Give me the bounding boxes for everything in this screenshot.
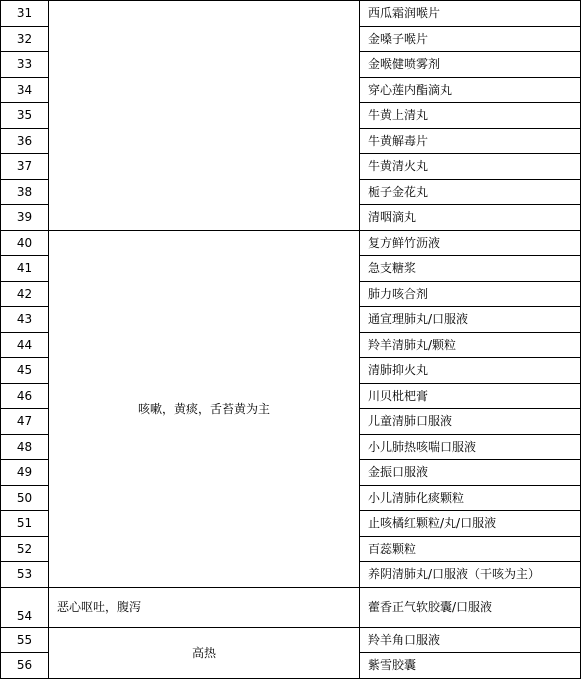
drug-name: 牛黄上清丸 xyxy=(360,103,581,129)
row-number: 49 xyxy=(1,460,49,486)
row-number: 38 xyxy=(1,179,49,205)
drug-name: 金振口服液 xyxy=(360,460,581,486)
row-number: 51 xyxy=(1,511,49,537)
drug-name: 止咳橘红颗粒/丸/口服液 xyxy=(360,511,581,537)
table-row xyxy=(1,627,581,653)
row-number: 40 xyxy=(1,230,49,256)
drug-name: 养阴清肺丸/口服液（干咳为主） xyxy=(360,562,581,588)
row-number: 50 xyxy=(1,485,49,511)
drug-name: 金喉健喷雾剂 xyxy=(360,52,581,78)
row-number: 55 xyxy=(1,627,49,653)
drug-name: 清咽滴丸 xyxy=(360,205,581,231)
row-number: 39 xyxy=(1,205,49,231)
drug-name: 穿心莲内酯滴丸 xyxy=(360,77,581,103)
symptom-cough: 咳嗽，黄痰，舌苔黄为主 xyxy=(49,230,360,587)
row-number: 36 xyxy=(1,128,49,154)
drug-name: 栀子金花丸 xyxy=(360,179,581,205)
drug-name: 急支糖浆 xyxy=(360,256,581,282)
drug-name: 复方鲜竹沥液 xyxy=(360,230,581,256)
drug-name: 牛黄解毒片 xyxy=(360,128,581,154)
row-number: 45 xyxy=(1,358,49,384)
drug-name: 羚羊角口服液 xyxy=(360,627,581,653)
drug-name: 小儿清肺化痰颗粒 xyxy=(360,485,581,511)
drug-name: 金嗓子喉片 xyxy=(360,26,581,52)
row-number: 46 xyxy=(1,383,49,409)
row-number: 42 xyxy=(1,281,49,307)
row-number: 43 xyxy=(1,307,49,333)
drug-name: 肺力咳合剂 xyxy=(360,281,581,307)
drug-name: 牛黄清火丸 xyxy=(360,154,581,180)
drug-name: 藿香正气软胶囊/口服液 xyxy=(360,587,581,627)
row-number: 32 xyxy=(1,26,49,52)
row-number: 44 xyxy=(1,332,49,358)
row-number: 48 xyxy=(1,434,49,460)
row-number: 54 xyxy=(1,587,49,627)
symptom-fever: 高热 xyxy=(49,627,360,678)
row-number: 31 xyxy=(1,1,49,27)
drug-name: 紫雪胶囊 xyxy=(360,653,581,679)
drug-name: 川贝枇杷膏 xyxy=(360,383,581,409)
row-number: 47 xyxy=(1,409,49,435)
row-number: 53 xyxy=(1,562,49,588)
drug-name: 小儿肺热咳喘口服液 xyxy=(360,434,581,460)
symptom-cell-empty xyxy=(49,1,360,231)
drug-name: 清肺抑火丸 xyxy=(360,358,581,384)
drug-name: 羚羊清肺丸/颗粒 xyxy=(360,332,581,358)
row-number: 41 xyxy=(1,256,49,282)
drug-name: 通宣理肺丸/口服液 xyxy=(360,307,581,333)
table-row xyxy=(1,587,581,627)
table-row xyxy=(1,1,581,27)
drug-name: 百蕊颗粒 xyxy=(360,536,581,562)
symptom-nausea: 恶心呕吐，腹泻 xyxy=(49,587,360,627)
row-number: 52 xyxy=(1,536,49,562)
row-number: 56 xyxy=(1,653,49,679)
row-number: 35 xyxy=(1,103,49,129)
drug-name: 儿童清肺口服液 xyxy=(360,409,581,435)
row-number: 37 xyxy=(1,154,49,180)
row-number: 33 xyxy=(1,52,49,78)
drug-name: 西瓜霜润喉片 xyxy=(360,1,581,27)
table-row xyxy=(1,230,581,256)
row-number: 34 xyxy=(1,77,49,103)
